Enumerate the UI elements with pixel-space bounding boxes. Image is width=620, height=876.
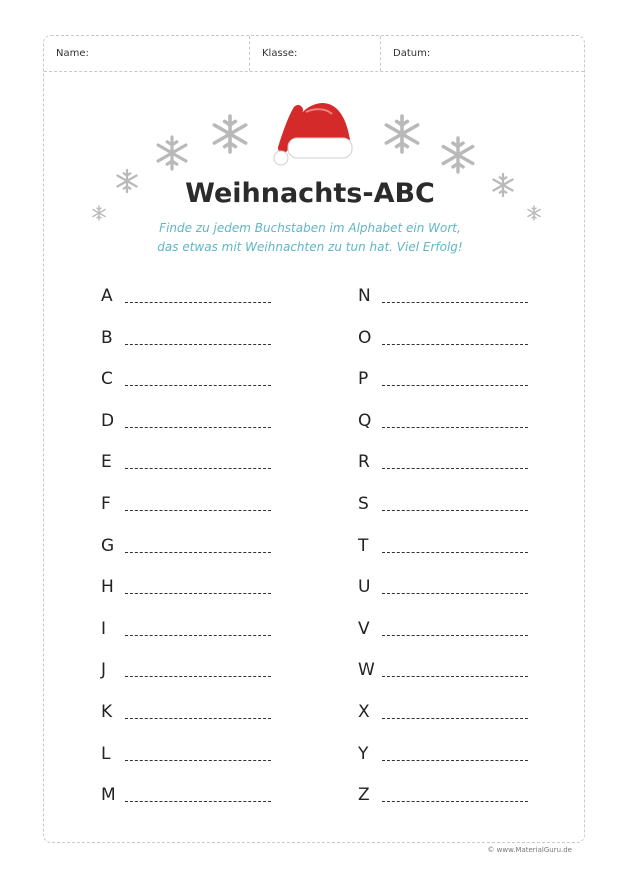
answer-line[interactable]	[382, 760, 528, 761]
alphabet-row	[358, 324, 528, 348]
answer-line[interactable]	[125, 427, 271, 428]
alphabet-row	[101, 615, 271, 639]
answer-line[interactable]	[382, 552, 528, 553]
alphabet-row	[101, 407, 271, 431]
answer-line[interactable]	[125, 344, 271, 345]
alphabet-row	[101, 448, 271, 472]
letter-label: X	[358, 702, 370, 722]
letter-label: K	[101, 702, 113, 722]
letter-label: O	[358, 327, 372, 348]
alphabet-row	[101, 365, 271, 389]
alphabet-row	[101, 573, 271, 597]
letter-label: E	[101, 452, 112, 473]
instructions-line-1: Finde zu jedem Buchstaben im Alphabet ein Wort,	[159, 221, 461, 235]
letter-label: M	[101, 785, 116, 806]
answer-line[interactable]	[125, 676, 271, 677]
alphabet-row	[101, 656, 271, 680]
alphabet-row	[101, 282, 271, 306]
answer-line[interactable]	[382, 427, 528, 428]
alphabet-row	[101, 698, 271, 722]
alphabet-row	[358, 407, 528, 431]
answer-line[interactable]	[125, 302, 271, 303]
letter-label: T	[358, 535, 369, 556]
alphabet-row	[358, 781, 528, 805]
answer-line[interactable]	[125, 718, 271, 719]
alphabet-row	[101, 532, 271, 556]
answer-line[interactable]	[125, 385, 271, 386]
letter-label: F	[101, 494, 111, 514]
alphabet-row	[358, 698, 528, 722]
letter-label: Y	[358, 743, 369, 764]
answer-line[interactable]	[382, 344, 528, 345]
alphabet-row	[358, 490, 528, 514]
answer-line[interactable]	[125, 552, 271, 553]
santa-hat-icon	[274, 103, 352, 165]
letter-label: J	[101, 660, 107, 681]
page-title: Weihnachts-ABC	[185, 178, 435, 209]
letter-label: G	[101, 535, 115, 556]
letter-label: H	[101, 577, 114, 598]
alphabet-row	[358, 365, 528, 389]
answer-line[interactable]	[125, 510, 271, 511]
letter-label: Z	[358, 785, 370, 806]
letter-label: S	[358, 494, 369, 514]
class-field[interactable]: Klasse:	[250, 36, 381, 71]
answer-line[interactable]	[382, 676, 528, 677]
answer-line[interactable]	[125, 468, 271, 469]
snowflake-icon	[158, 137, 186, 169]
answer-line[interactable]	[382, 801, 528, 802]
alphabet-row	[358, 615, 528, 639]
letter-label: V	[358, 618, 370, 639]
letter-label: L	[101, 743, 111, 764]
letter-label: R	[358, 452, 370, 473]
answer-line[interactable]	[125, 760, 271, 761]
alphabet-row	[101, 740, 271, 764]
alphabet-row	[358, 573, 528, 597]
answer-line[interactable]	[125, 801, 271, 802]
copyright-notice: © www.MaterialGuru.de	[487, 846, 572, 854]
answer-line[interactable]	[382, 593, 528, 594]
answer-line[interactable]	[382, 718, 528, 719]
snowflake-icon	[214, 116, 245, 152]
letter-label: Q	[358, 410, 372, 431]
alphabet-row	[358, 532, 528, 556]
snowflake-icon	[386, 116, 417, 152]
answer-line[interactable]	[382, 302, 528, 303]
alphabet-row	[101, 490, 271, 514]
letter-label: B	[101, 327, 113, 348]
letter-label: C	[101, 369, 113, 390]
answer-line[interactable]	[382, 635, 528, 636]
letter-label: A	[101, 286, 113, 306]
answer-line[interactable]	[125, 593, 271, 594]
answer-line[interactable]	[382, 468, 528, 469]
alphabet-row	[358, 282, 528, 306]
alphabet-row	[101, 781, 271, 805]
letter-label: D	[101, 410, 115, 431]
answer-line[interactable]	[382, 510, 528, 511]
answer-line[interactable]	[125, 635, 271, 636]
instructions-line-2: das etwas mit Weihnachten zu tun hat. Viel Erfolg!	[157, 240, 463, 254]
letter-label: W	[358, 660, 375, 681]
alphabet-row	[101, 324, 271, 348]
name-field[interactable]: Name:	[44, 36, 250, 71]
letter-label: P	[358, 369, 369, 390]
date-field[interactable]: Datum:	[393, 48, 431, 59]
letter-label: I	[101, 618, 107, 639]
alphabet-row	[358, 740, 528, 764]
alphabet-row	[358, 656, 528, 680]
letter-label: N	[358, 286, 371, 306]
letter-label: U	[358, 577, 371, 598]
snowflake-icon	[443, 138, 473, 172]
answer-line[interactable]	[382, 385, 528, 386]
alphabet-row	[358, 448, 528, 472]
